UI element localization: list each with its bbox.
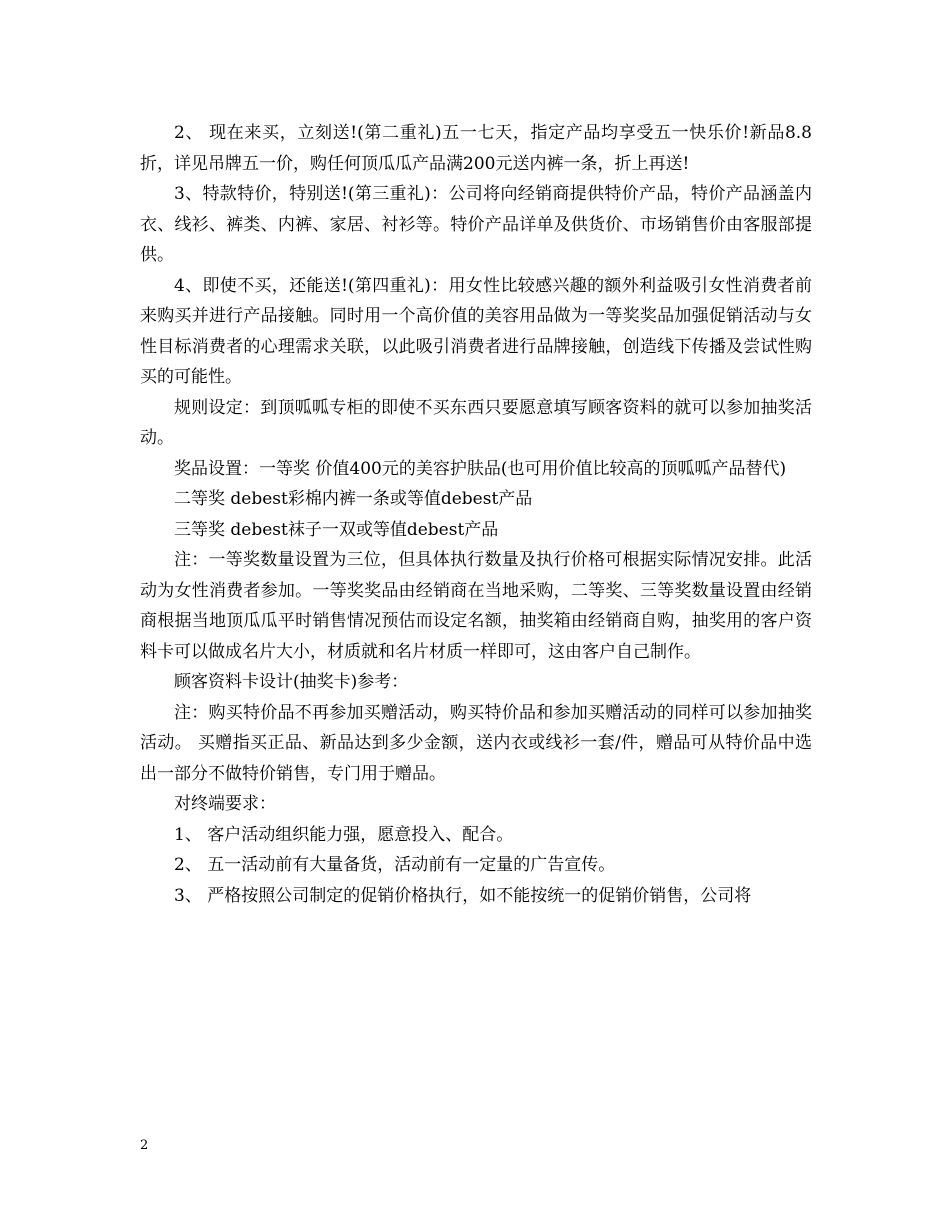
paragraph-prize-third: 三等奖 debest袜子一双或等值debest产品 <box>174 519 499 540</box>
paragraph-requirement-2: 2、 五一活动前有大量备货，活动前有一定量的广告宣传。 <box>174 855 616 875</box>
paragraph-rules: 规则设定：到顶呱呱专柜的即使不买东西只要愿意填写顾客资料的就可以参加抽奖活动。 <box>140 397 812 448</box>
page-number: 2 <box>140 1138 149 1153</box>
paragraph-note-prizes: 注：一等奖数量设置为三位，但具体执行数量及执行价格可根据实际情况安排。此活动为女性消费者参加。一等奖奖品由经销商在当地采购，二等奖、三等奖数量设置由经销商根据当地顶瓜瓜平时销售情况预估而设定名额，抽奖箱由经销商自购，抽奖用的客户资料卡可以做成名片大小，材质就和名片材质一样即可，这由客户自己制作。 <box>140 550 812 662</box>
document-body <box>140 118 812 911</box>
paragraph-prize-second: 二等奖 debest彩棉内裤一条或等值debest产品 <box>174 489 533 509</box>
paragraph-third-gift: 3、特款特价，特别送!(第三重礼)：公司将向经销商提供特价产品，特价产品涵盖内衣、线衫、裤类、内裤、家居、衬衫等。特价产品详单及供货价、市场销售价由客服部提供。 <box>140 184 812 265</box>
paragraph-fourth-gift: 4、即使不买，还能送!(第四重礼)：用女性比较感兴趣的额外利益吸引女性消费者前来购买并进行产品接触。同时用一个高价值的美容用品做为一等奖奖品加强促销活动与女性目标消费者的心理需求关联，以此吸引消费者进行品牌接触，创造线下传播及尝试性购买的可能性。 <box>140 275 812 387</box>
paragraph-terminal-requirements: 对终端要求： <box>174 794 276 814</box>
paragraph-card-design: 顾客资料卡设计(抽奖卡)参考： <box>174 672 409 692</box>
paragraph-requirement-3: 3、 严格按照公司制定的促销价格执行，如不能按统一的促销价销售，公司将 <box>174 885 752 906</box>
paragraph-requirement-1: 1、 客户活动组织能力强，愿意投入、配合。 <box>174 824 514 845</box>
paragraph-second-gift: 2、 现在来买，立刻送!(第二重礼)五一七天，指定产品均享受五一快乐价!新品8.8折，详见吊牌五一价，购任何顶瓜瓜产品满200元送内裤一条，折上再送! <box>140 123 812 174</box>
paragraph-note-special-price: 注：购买特价品不再参加买赠活动，购买特价品和参加买赠活动的同样可以参加抽奖活动。 买赠指买正品、新品达到多少金额，送内衣或线衫一套/件，赠品可从特价品中选出一部分不做特价销售，专门用于赠品。 <box>140 702 812 784</box>
paragraph-prize-first: 奖品设置：一等奖 价值400元的美容护肤品(也可用价值比较高的顶呱呱产品替代) <box>174 458 787 479</box>
